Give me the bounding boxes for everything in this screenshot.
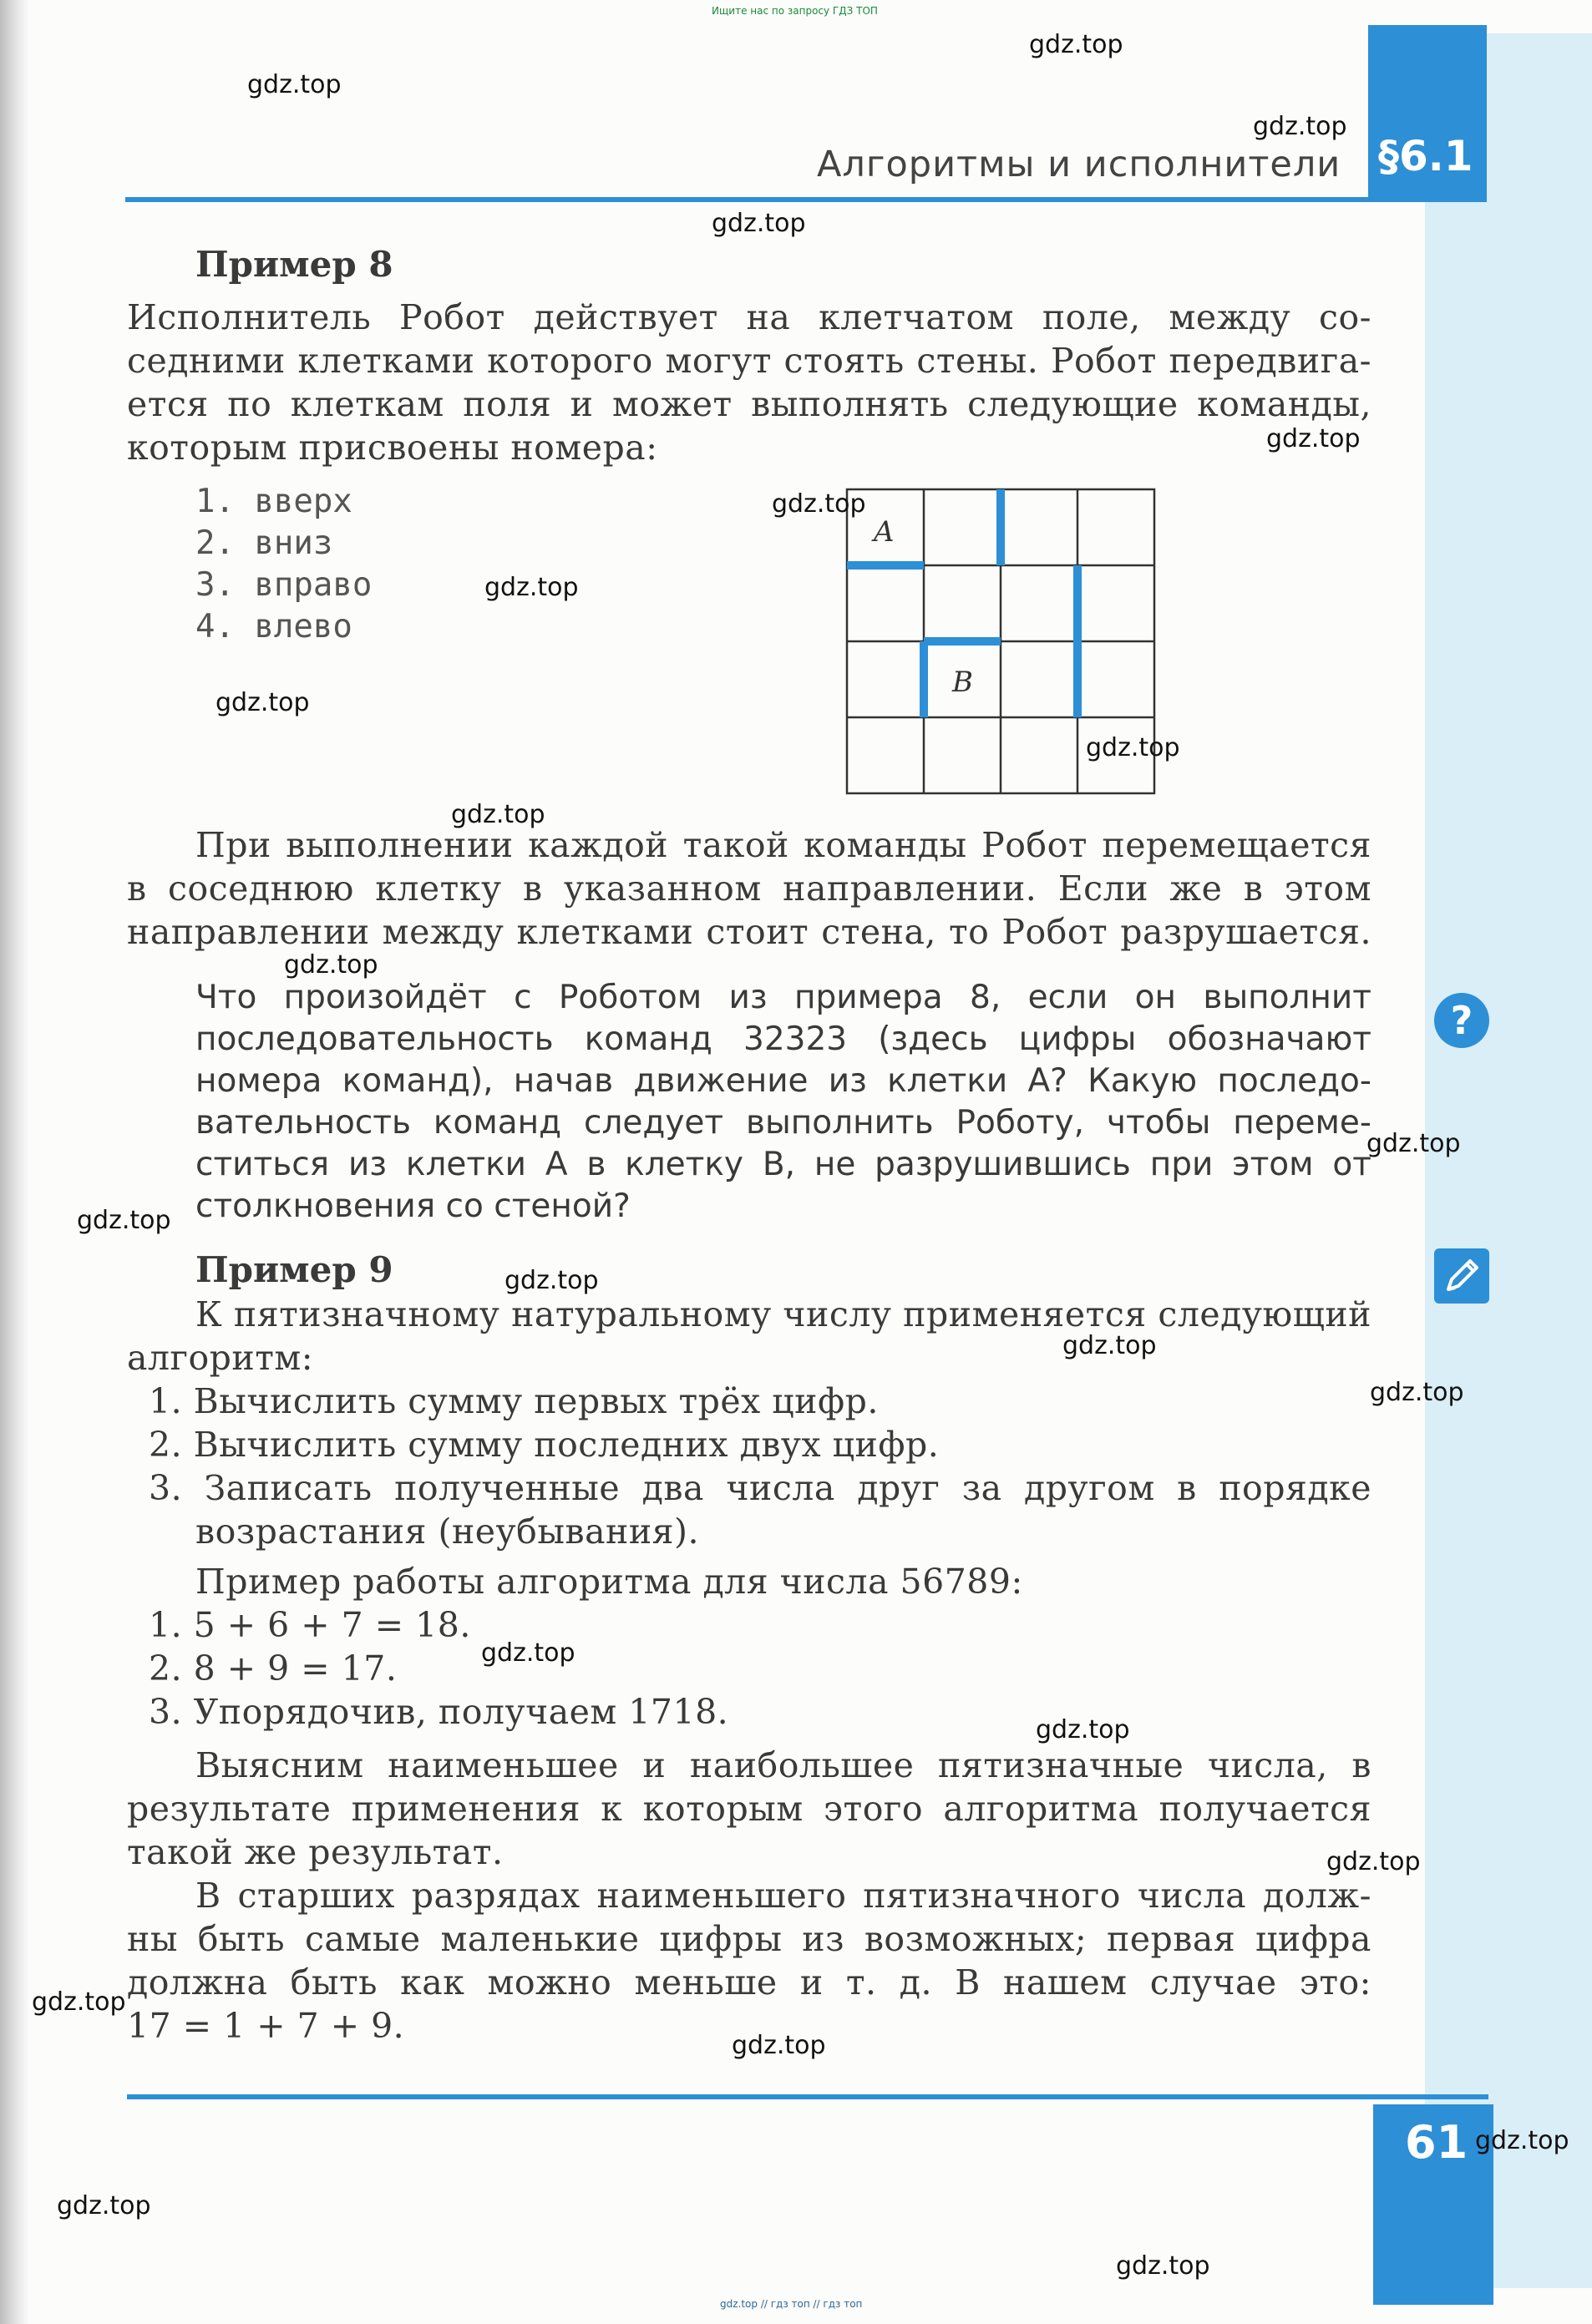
pencil-icon bbox=[1433, 1248, 1490, 1304]
example-9-paragraph-1 bbox=[127, 1744, 1371, 1874]
command-item: 4. влево bbox=[195, 608, 352, 646]
watermark: gdz.top bbox=[1370, 1378, 1464, 1407]
text-line: При выполнении каждой такой команды Робот перемещается bbox=[195, 825, 1371, 865]
example-9-paragraph-2 bbox=[127, 1874, 1371, 2048]
header-rule bbox=[125, 197, 1487, 202]
watermark: gdz.top bbox=[732, 2031, 826, 2060]
question-block bbox=[195, 977, 1371, 1228]
text-line: 17 = 1 + 7 + 9. bbox=[127, 2006, 405, 2046]
text-line: результате применения к которым этого алгоритма получается bbox=[127, 1789, 1371, 1829]
watermark: gdz.top bbox=[504, 1266, 599, 1295]
text-line: алгоритм: bbox=[127, 1338, 314, 1378]
watermark: gdz.top bbox=[57, 2191, 151, 2220]
cell-label-a: A bbox=[874, 515, 895, 549]
text-line: направлении между клетками стоит стена, то Робот разрушается. bbox=[127, 912, 1371, 952]
watermark: gdz.top bbox=[1086, 733, 1180, 762]
example-8-intro bbox=[127, 296, 1371, 469]
text-line: вательность команд следует выполнить Роботу, чтобы переме- bbox=[195, 1104, 1371, 1142]
question-circle-icon bbox=[1433, 992, 1490, 1049]
text-line: седними клетками которого могут стоять стены. Робот передвига- bbox=[127, 341, 1371, 381]
watermark: gdz.top bbox=[1475, 2126, 1569, 2155]
bottom-note: gdz.top // гдз топ // гдз топ bbox=[720, 2298, 863, 2310]
example-9-heading: Пример 9 bbox=[195, 1249, 393, 1290]
algorithm-step: 2. Вычислить сумму последних двух цифр. bbox=[149, 1425, 940, 1465]
example-8-explanation bbox=[127, 823, 1371, 954]
page-binding-shadow bbox=[0, 0, 28, 2324]
text-line: столкновения со стеной? bbox=[195, 1187, 631, 1225]
example-9-intro bbox=[127, 1293, 1371, 1380]
text-line: в соседнюю клетку в указанном направлении. Если же в этом bbox=[127, 868, 1371, 909]
text-line: Что произойдёт с Роботом из примера 8, если он выполнит bbox=[195, 979, 1371, 1016]
command-item: 2. вниз bbox=[195, 524, 333, 562]
margin-strip bbox=[1425, 33, 1592, 2288]
watermark: gdz.top bbox=[1253, 112, 1347, 141]
watermark: gdz.top bbox=[1326, 1847, 1421, 1876]
demo-step: 3. Упорядочив, получаем 1718. bbox=[149, 1692, 729, 1732]
watermark: gdz.top bbox=[451, 800, 545, 829]
algorithm-step-continued: возрастания (неубывания). bbox=[195, 1511, 700, 1552]
watermark: gdz.top bbox=[484, 573, 579, 602]
page-number: 61 bbox=[1405, 2116, 1468, 2169]
text-line: ститься из клетки A в клетку B, не разрушившись при этом от bbox=[195, 1146, 1371, 1183]
watermark: gdz.top bbox=[712, 209, 806, 238]
algorithm-step: 1. Вычислить сумму первых трёх цифр. bbox=[149, 1381, 879, 1421]
text-line: которым присвоены номера: bbox=[127, 428, 658, 468]
demo-step: 1. 5 + 6 + 7 = 18. bbox=[149, 1605, 471, 1645]
watermark: gdz.top bbox=[1266, 424, 1361, 453]
watermark: gdz.top bbox=[215, 688, 310, 717]
watermark: gdz.top bbox=[1036, 1715, 1130, 1744]
text-line: ны быть самые маленькие цифры из возможных; первая цифра bbox=[127, 1919, 1371, 1959]
footer-rule bbox=[127, 2094, 1488, 2099]
svg-text:?: ? bbox=[1450, 998, 1473, 1043]
watermark: gdz.top bbox=[1062, 1331, 1157, 1360]
demo-step: 2. 8 + 9 = 17. bbox=[149, 1648, 398, 1689]
text-line: В старших разрядах наименьшего пятизначного числа долж- bbox=[195, 1876, 1371, 1916]
cell-label-b: B bbox=[952, 666, 973, 699]
text-line: номера команд), начав движение из клетки A? Какую последо- bbox=[195, 1062, 1371, 1100]
text-line: К пятизначному натуральному числу применяется следующий bbox=[195, 1294, 1371, 1334]
watermark: gdz.top bbox=[247, 70, 342, 99]
watermark: gdz.top bbox=[481, 1638, 575, 1668]
text-line: должна быть как можно меньше и т. д. В нашем случае это: bbox=[127, 1962, 1371, 2002]
section-title: Алгоритмы и исполнители bbox=[817, 144, 1341, 185]
text-line: ется по клеткам поля и может выполнять следующие команды, bbox=[127, 384, 1371, 424]
demo-steps bbox=[149, 1603, 728, 1734]
watermark: gdz.top bbox=[77, 1206, 171, 1235]
algorithm-step: 3. Записать полученные два числа друг за другом в порядке bbox=[149, 1468, 1371, 1508]
command-item: 1. вверх bbox=[195, 483, 352, 520]
command-list bbox=[195, 481, 372, 648]
watermark: gdz.top bbox=[1029, 30, 1123, 59]
algorithm-steps bbox=[149, 1380, 1371, 1553]
text-line: Исполнитель Робот действует на клетчатом поле, между со- bbox=[127, 297, 1371, 337]
watermark: gdz.top bbox=[1366, 1129, 1461, 1158]
text-line: такой же результат. bbox=[127, 1832, 504, 1872]
top-note: Ищите нас по запросу ГДЗ ТОП bbox=[712, 5, 878, 17]
watermark: gdz.top bbox=[284, 950, 378, 980]
section-number: §6.1 bbox=[1378, 132, 1473, 180]
text-line: Выясним наименьшее и наибольшее пятизначные числа, в bbox=[195, 1745, 1371, 1785]
watermark: gdz.top bbox=[772, 489, 866, 519]
text-line: последовательность команд 32323 (здесь цифры обозначают bbox=[195, 1020, 1371, 1058]
example-8-heading: Пример 8 bbox=[195, 244, 393, 285]
command-item: 3. вправо bbox=[195, 566, 373, 604]
watermark: gdz.top bbox=[1116, 2251, 1210, 2281]
demo-title: Пример работы алгоритма для числа 56789: bbox=[195, 1562, 1023, 1602]
watermark: gdz.top bbox=[32, 1987, 126, 2017]
